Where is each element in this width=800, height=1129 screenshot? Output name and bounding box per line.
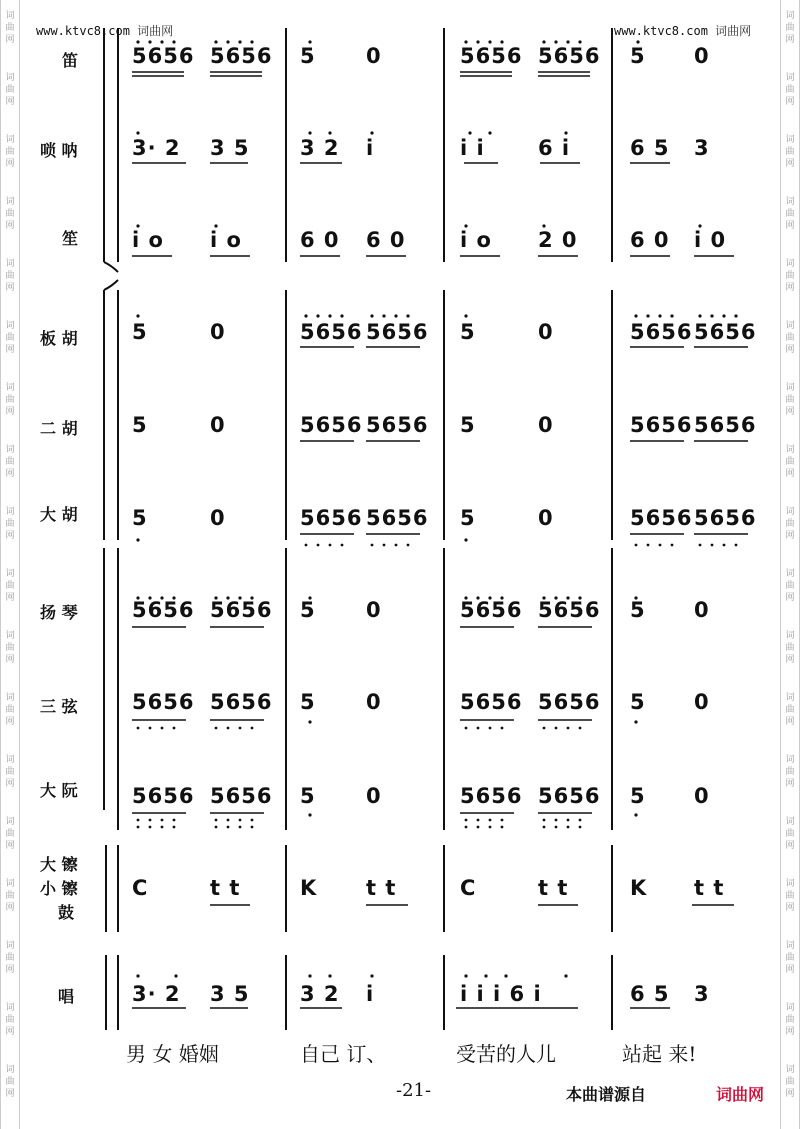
note-cell: t t xyxy=(366,876,397,900)
side-watermark: 词曲网 xyxy=(785,1065,795,1099)
side-watermark: 词曲网 xyxy=(785,73,795,107)
side-watermark: 词曲网 xyxy=(5,197,15,231)
note-cell: i xyxy=(366,982,375,1006)
note-cell: 0 xyxy=(694,690,710,714)
brand-logo-text: 词曲网 xyxy=(716,1085,765,1104)
note-cell: 5656 xyxy=(630,320,693,344)
note-cell: 6 5 xyxy=(630,982,670,1006)
note-cell: 0 xyxy=(210,320,226,344)
side-watermark: 词曲网 xyxy=(785,631,795,665)
note-cell: 5656 xyxy=(132,598,195,622)
note-cell: 5656 xyxy=(300,506,363,530)
note-cell: 5656 xyxy=(538,598,601,622)
note-cell: C xyxy=(460,876,477,900)
side-watermark: 词曲网 xyxy=(5,631,15,665)
instrument-label: 扬 琴 xyxy=(40,603,78,622)
side-watermark: 词曲网 xyxy=(5,941,15,975)
instrument-label: 小 镲 xyxy=(40,879,78,898)
site-name: 词曲网 xyxy=(137,24,174,38)
side-watermark: 词曲网 xyxy=(5,135,15,169)
note-cell: 5 xyxy=(630,784,646,808)
note-cell: 5656 xyxy=(210,690,273,714)
note-cell: 5656 xyxy=(538,784,601,808)
note-cell: 5 xyxy=(132,413,148,437)
note-cell: 6 0 xyxy=(630,228,670,252)
side-watermark: 词曲网 xyxy=(785,1003,795,1037)
note-cell: 5 xyxy=(300,598,316,622)
note-cell: 3 xyxy=(694,136,710,160)
note-cell: 3 5 xyxy=(210,982,250,1006)
note-cell: 6 i xyxy=(538,136,571,160)
note-cell: 5 xyxy=(300,690,316,714)
note-cell: 5 xyxy=(460,413,476,437)
note-cell: 5 xyxy=(300,44,316,68)
note-cell: 5656 xyxy=(132,690,195,714)
note-cell: 5656 xyxy=(460,598,523,622)
side-watermark: 词曲网 xyxy=(5,1065,15,1099)
note-cell: 3 xyxy=(694,982,710,1006)
note-cell: 0 xyxy=(366,784,382,808)
note-cell: 6 0 xyxy=(366,228,406,252)
note-cell: 5656 xyxy=(460,690,523,714)
side-watermark: 词曲网 xyxy=(785,755,795,789)
instrument-label: 笙 xyxy=(62,229,79,248)
note-cell: 5656 xyxy=(132,44,195,68)
side-watermark: 词曲网 xyxy=(785,197,795,231)
note-cell: 0 xyxy=(210,506,226,530)
side-watermark: 词曲网 xyxy=(5,569,15,603)
note-cell: t t xyxy=(538,876,569,900)
note-cell: 5656 xyxy=(694,320,757,344)
source-note: 本曲谱源自 xyxy=(566,1085,647,1104)
note-cell: 3· 2 xyxy=(132,982,181,1006)
site-url: www.ktvc8.com xyxy=(614,24,708,38)
note-cell: i xyxy=(366,136,375,160)
lyric-phrase: 自己 订、 xyxy=(300,1042,387,1066)
note-cell: 5 xyxy=(132,506,148,530)
note-cell: 0 xyxy=(694,44,710,68)
note-cell: 5656 xyxy=(132,784,195,808)
note-cell: K xyxy=(630,876,648,900)
side-watermark: 词曲网 xyxy=(5,259,15,293)
note-cell: K xyxy=(300,876,318,900)
note-cell: 0 xyxy=(366,598,382,622)
side-watermark: 词曲网 xyxy=(785,879,795,913)
note-cell: 5 xyxy=(460,320,476,344)
side-watermark: 词曲网 xyxy=(5,1003,15,1037)
note-cell: 5656 xyxy=(210,784,273,808)
instrument-label: 板 胡 xyxy=(40,329,78,348)
side-watermark: 词曲网 xyxy=(5,383,15,417)
note-cell: 6 5 xyxy=(630,136,670,160)
side-watermark: 词曲网 xyxy=(5,817,15,851)
note-cell: t t xyxy=(210,876,241,900)
lyric-phrase: 站起 来! xyxy=(622,1042,697,1066)
side-watermark: 词曲网 xyxy=(5,879,15,913)
note-cell: 5656 xyxy=(366,413,429,437)
instrument-label: 大 胡 xyxy=(40,505,78,524)
note-cell: 5 xyxy=(630,690,646,714)
note-cell: 3 5 xyxy=(210,136,250,160)
page-number: -21- xyxy=(396,1080,432,1101)
note-cell: i i xyxy=(460,136,485,160)
note-cell: 0 xyxy=(366,690,382,714)
note-cell: 5656 xyxy=(630,506,693,530)
instrument-label: 唱 xyxy=(58,987,75,1006)
note-cell: 5656 xyxy=(538,690,601,714)
note-cell: 6 0 xyxy=(300,228,340,252)
note-cell: 2 0 xyxy=(538,228,578,252)
side-watermark: 词曲网 xyxy=(785,693,795,727)
site-url: www.ktvc8.com xyxy=(36,24,130,38)
side-watermark: 词曲网 xyxy=(785,321,795,355)
side-watermark: 词曲网 xyxy=(5,693,15,727)
note-cell: i i i 6 i xyxy=(460,982,542,1006)
side-watermark: 词曲网 xyxy=(5,755,15,789)
note-cell: 0 xyxy=(538,506,554,530)
instrument-label: 笛 xyxy=(62,51,79,70)
side-watermark: 词曲网 xyxy=(785,259,795,293)
note-cell: 5656 xyxy=(366,506,429,530)
instrument-label: 大 阮 xyxy=(40,781,78,800)
side-watermark: 词曲网 xyxy=(785,383,795,417)
side-watermark: 词曲网 xyxy=(5,11,15,45)
note-cell: 5656 xyxy=(210,44,273,68)
note-cell: 5656 xyxy=(460,784,523,808)
instrument-label: 唢 呐 xyxy=(40,141,78,160)
side-watermark: 词曲网 xyxy=(785,135,795,169)
note-cell: C xyxy=(132,876,149,900)
side-watermark: 词曲网 xyxy=(5,507,15,541)
note-cell: 5 xyxy=(460,506,476,530)
note-cell: i o xyxy=(460,228,492,252)
note-cell: 3· 2 xyxy=(132,136,181,160)
note-cell: 0 xyxy=(694,784,710,808)
note-cell: 0 xyxy=(210,413,226,437)
side-watermark: 词曲网 xyxy=(785,507,795,541)
note-cell: i 0 xyxy=(694,228,727,252)
side-watermark: 词曲网 xyxy=(785,445,795,479)
note-cell: 5656 xyxy=(366,320,429,344)
instrument-label: 二 胡 xyxy=(40,419,78,438)
site-name: 词曲网 xyxy=(715,24,752,38)
note-cell: 5 xyxy=(300,784,316,808)
instrument-label: 三 弦 xyxy=(40,697,78,716)
side-watermark: 词曲网 xyxy=(785,11,795,45)
note-cell: t t xyxy=(694,876,725,900)
note-cell: 5656 xyxy=(630,413,693,437)
lyric-phrase: 受苦的人儿 xyxy=(456,1042,556,1066)
note-cell: 5656 xyxy=(694,506,757,530)
side-watermark: 词曲网 xyxy=(785,941,795,975)
note-cell: 5656 xyxy=(300,320,363,344)
note-cell: 5656 xyxy=(538,44,601,68)
note-cell: 3 2 xyxy=(300,982,340,1006)
note-cell: 5656 xyxy=(694,413,757,437)
note-cell: 5656 xyxy=(300,413,363,437)
note-cell: 3 2 xyxy=(300,136,340,160)
note-cell: 0 xyxy=(694,598,710,622)
note-cell: 0 xyxy=(538,320,554,344)
side-watermark: 词曲网 xyxy=(785,817,795,851)
note-cell: 5656 xyxy=(460,44,523,68)
lyric-phrase: 男 女 婚姻 xyxy=(126,1042,219,1066)
note-cell: 5 xyxy=(630,598,646,622)
instrument-label: 大 镲 xyxy=(40,855,78,874)
note-cell: i o xyxy=(132,228,164,252)
side-watermark: 词曲网 xyxy=(5,73,15,107)
side-watermark: 词曲网 xyxy=(785,569,795,603)
note-cell: 0 xyxy=(366,44,382,68)
instrument-label: 鼓 xyxy=(58,903,75,922)
side-watermark: 词曲网 xyxy=(5,321,15,355)
note-cell: i o xyxy=(210,228,242,252)
note-cell: 0 xyxy=(538,413,554,437)
note-cell: 5 xyxy=(630,44,646,68)
note-cell: 5 xyxy=(132,320,148,344)
note-cell: 5656 xyxy=(210,598,273,622)
side-watermark: 词曲网 xyxy=(5,445,15,479)
